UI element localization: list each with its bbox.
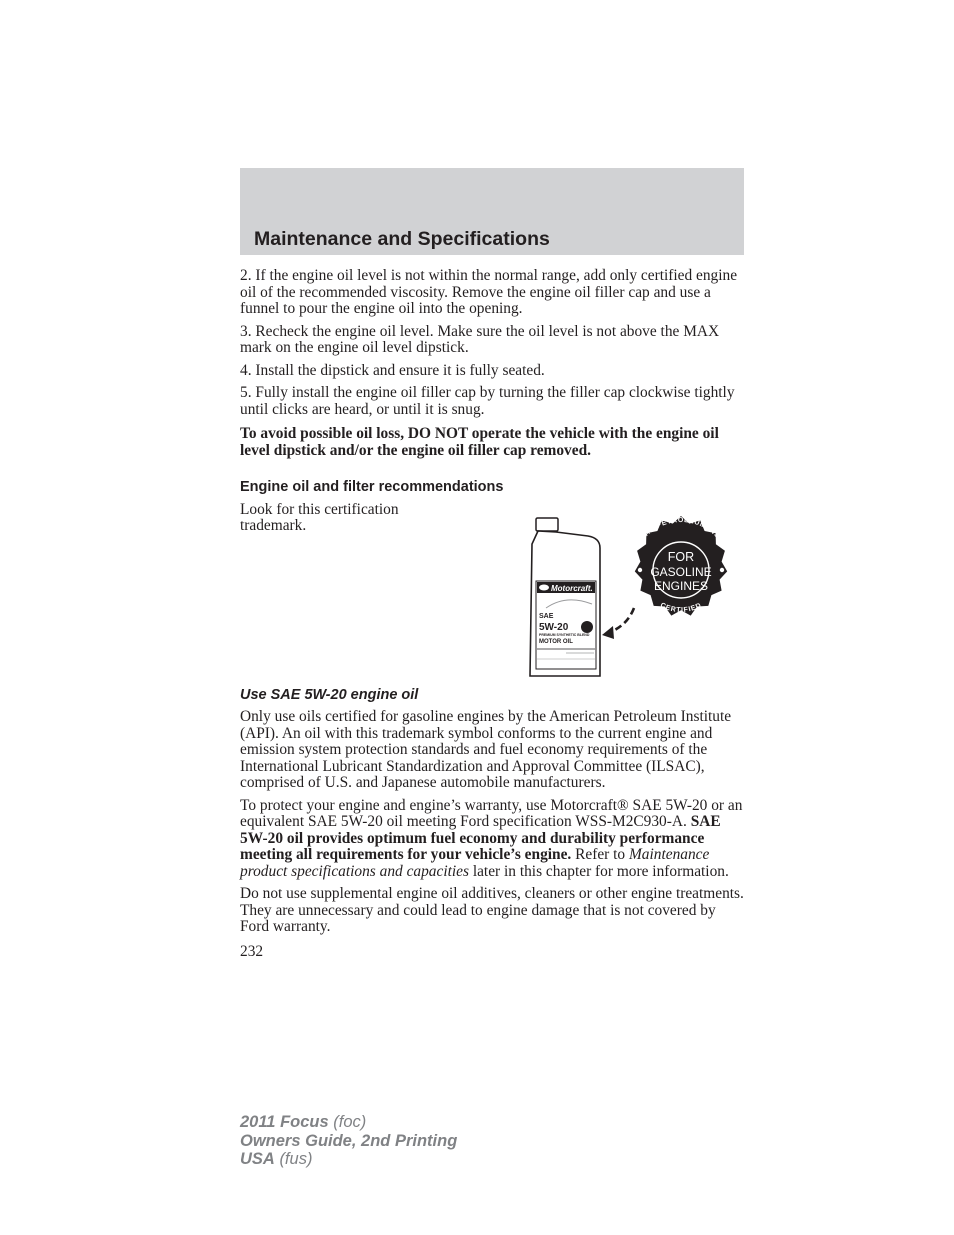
document-footer (240, 1113, 457, 1169)
pointer-arrow-icon (602, 608, 634, 639)
bottle-blend: PREMIUM SYNTHETIC BLEND (539, 632, 590, 637)
footer-model-code: (foc) (333, 1113, 367, 1131)
filter-recommendations-heading: Engine oil and filter recommendations (240, 479, 504, 495)
page-number: 232 (240, 942, 264, 960)
bottle-brand: Motorcraft. (551, 583, 593, 593)
motorcraft-text-c: later in this chapter for more information. (468, 862, 729, 880)
bottle-grade: 5W-20 (539, 621, 569, 633)
seal-ring-top: AMERICAN PETROLEUM INSTITUTE (628, 516, 734, 564)
seal-line-engines: ENGINES (653, 578, 709, 593)
section-title: Maintenance and Specifications (254, 228, 550, 250)
footer-region-line (240, 1150, 457, 1169)
oil-loss-warning: To avoid possible oil loss, DO NOT operate the vehicle with the engine oil level dipstick and/or the engine oil filler cap removed. (240, 425, 719, 459)
step-4: 4. Install the dipstick and ensure it is fully seated. (240, 361, 545, 379)
oil-bottle-icon (530, 518, 600, 676)
step-5: 5. Fully install the engine oil filler cap by turning the filler cap clockwise tightly until clicks are heard, or until it is snug. (240, 384, 735, 418)
oil-bottle-certification-illustration (526, 516, 736, 681)
bottle-sae: SAE (539, 612, 554, 620)
motorcraft-text-b: Refer to (571, 846, 629, 863)
motorcraft-text-bold: SAE 5W-20 oil provides optimum fuel economy and durability performance meeting all requirements for your vehicle’s engine. (240, 813, 721, 863)
motorcraft-text-a: To protect your engine and engine’s warranty, use Motorcraft® SAE 5W-20 or an equivalent SAE 5W-20 oil meeting Ford specification WSS-M2C930-A. (240, 796, 743, 830)
seal-line-for: FOR (667, 549, 695, 564)
footer-model: 2011 Focus (240, 1113, 329, 1131)
step-3: 3. Recheck the engine oil level. Make sure the oil level is not above the MAX mark on the engine oil level dipstick. (240, 322, 720, 356)
seal-ring-bottom: CERTIFIED (658, 601, 704, 614)
footer-region: USA (240, 1150, 275, 1168)
api-paragraph: Only use oils certified for gasoline engines by the American Petroleum Institute (API). An oil with this trademark symbol conforms to the current engine and emission system protection standards and fuel economy requirements of the International Lubricant Standardization and Approval Committee (ILSAC), comprised of U.S. and Japanese automobile manufacturers. (240, 708, 732, 791)
additives-paragraph: Do not use supplemental engine oil additives, cleaners or other engine treatments. They are unnecessary and could lead to engine damage that is not covered by Ford warranty. (240, 885, 744, 935)
motorcraft-text-reference: Maintenance product specifications and capacities (240, 846, 710, 880)
sae-5w20-heading: Use SAE 5W-20 engine oil (240, 686, 419, 703)
footer-model-line (240, 1113, 457, 1132)
seal-line-gasoline: GASOLINE (650, 564, 712, 579)
footer-guide: Owners Guide, 2nd Printing (240, 1131, 458, 1150)
footer-region-code: (fus) (279, 1150, 313, 1168)
certification-figure-row (240, 502, 746, 687)
step-2: 2. If the engine oil level is not within the normal range, add only certified engine oil of the recommended viscosity. Remove the engine oil filler cap and use a funnel to pour the engine oil into the opening. (240, 267, 738, 317)
api-certification-seal-icon (628, 516, 733, 616)
bottle-product: MOTOR OIL (539, 638, 573, 645)
footer-guide-line (240, 1132, 457, 1151)
page-content (240, 268, 746, 960)
section-header-band (240, 168, 744, 255)
certification-caption: Look for this certification trademark. (240, 500, 399, 534)
motorcraft-paragraph (240, 798, 746, 881)
